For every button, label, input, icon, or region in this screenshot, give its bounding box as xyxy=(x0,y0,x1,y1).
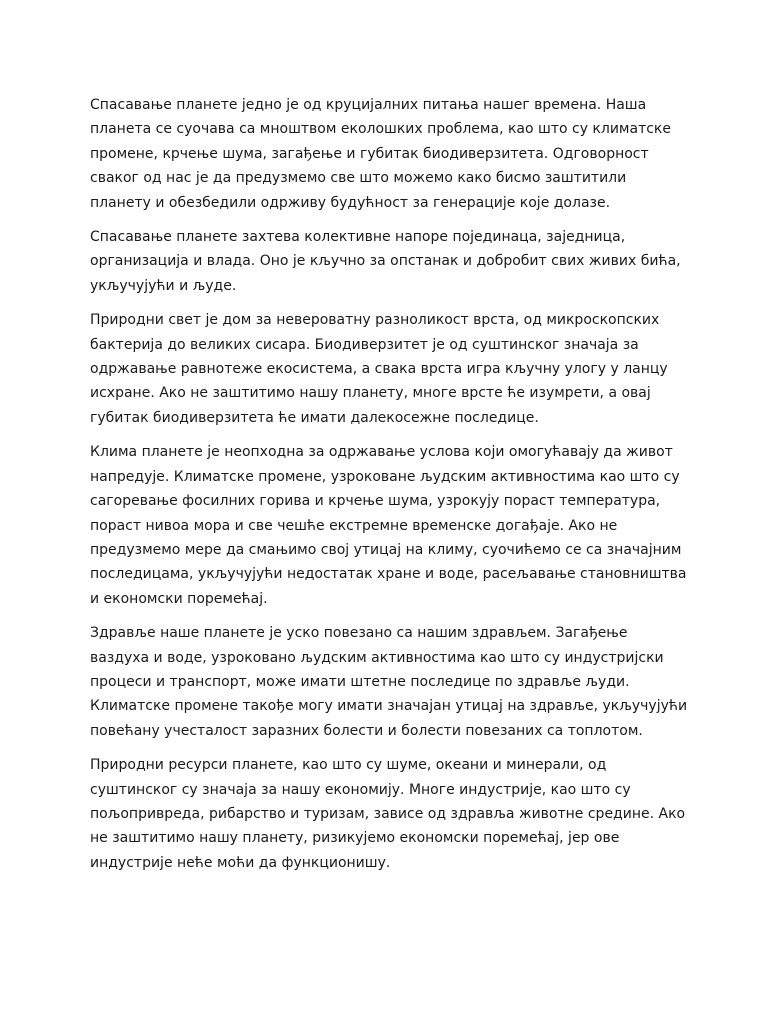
paragraph-2: Спасавање планете захтева колективне напоре појединаца, заједница, организација и влада. Оно је кључно за опстанак и добробит свих живих бића, укључујући и људе. xyxy=(90,229,681,294)
paragraph-5: Здравље наше планете је уско повезано са нашим здрављем. Загађење ваздуха и воде, узроковано људским активностима као што су индустријски процеси и транспорт, може имати штетне последице по здравље људи. Климатске промене такође могу имати значајан утицај на здравље, укључујући повећану учесталост заразних болести и болести повезаних са топлотом. xyxy=(90,625,688,739)
paragraph-3: Природни свет је дом за невероватну разноликост врста, од микроскопских бактерија до великих сисара. Биодиверзитет је од суштинског значаја за одржавање равнотеже екосистема, а свака врста игра кључну улогу у ланцу исхране. Ако не заштитимо нашу планету, многе врсте ће изумрети, а овај губитак биодиверзитета ће имати далекосежне последице. xyxy=(90,312,668,426)
document-body xyxy=(90,93,690,885)
paragraph-4: Клима планете је неопходна за одржавање услова који омогућавају да живот напредује. Климатске промене, узроковане људским активностима као што су сагоревање фосилних горива и крчење шума, узрокују пораст температура, пораст нивоа мора и све чешће екстремне временске догађаје. Ако не предузмемо мере да смањимо свој утицај на климу, суочићемо се са значајним последицама, укључујући недостатак хране и воде, расељавање становништва и економски поремећај. xyxy=(90,444,687,607)
paragraph-1: Спасавање планете једно је од круцијалних питања нашег времена. Наша планета се суочава са мноштвом еколошких проблема, као што су климатске промене, крчење шума, загађење и губитак биодиверзитета. Одговорност сваког од нас је да предузмемо све што можемо како бисмо заштитили планету и обезбедили одрживу будућност за генерације које долазе. xyxy=(90,97,671,211)
paragraph-6: Природни ресурси планете, као што су шуме, океани и минерали, од суштинског су значаја за нашу економију. Многе индустрије, као што су пољопривреда, рибарство и туризам, зависе од здравља животне средине. Ако не заштитимо нашу планету, ризикујемо економски поремећај, јер ове индустрије неће моћи да функционишу. xyxy=(90,757,686,871)
